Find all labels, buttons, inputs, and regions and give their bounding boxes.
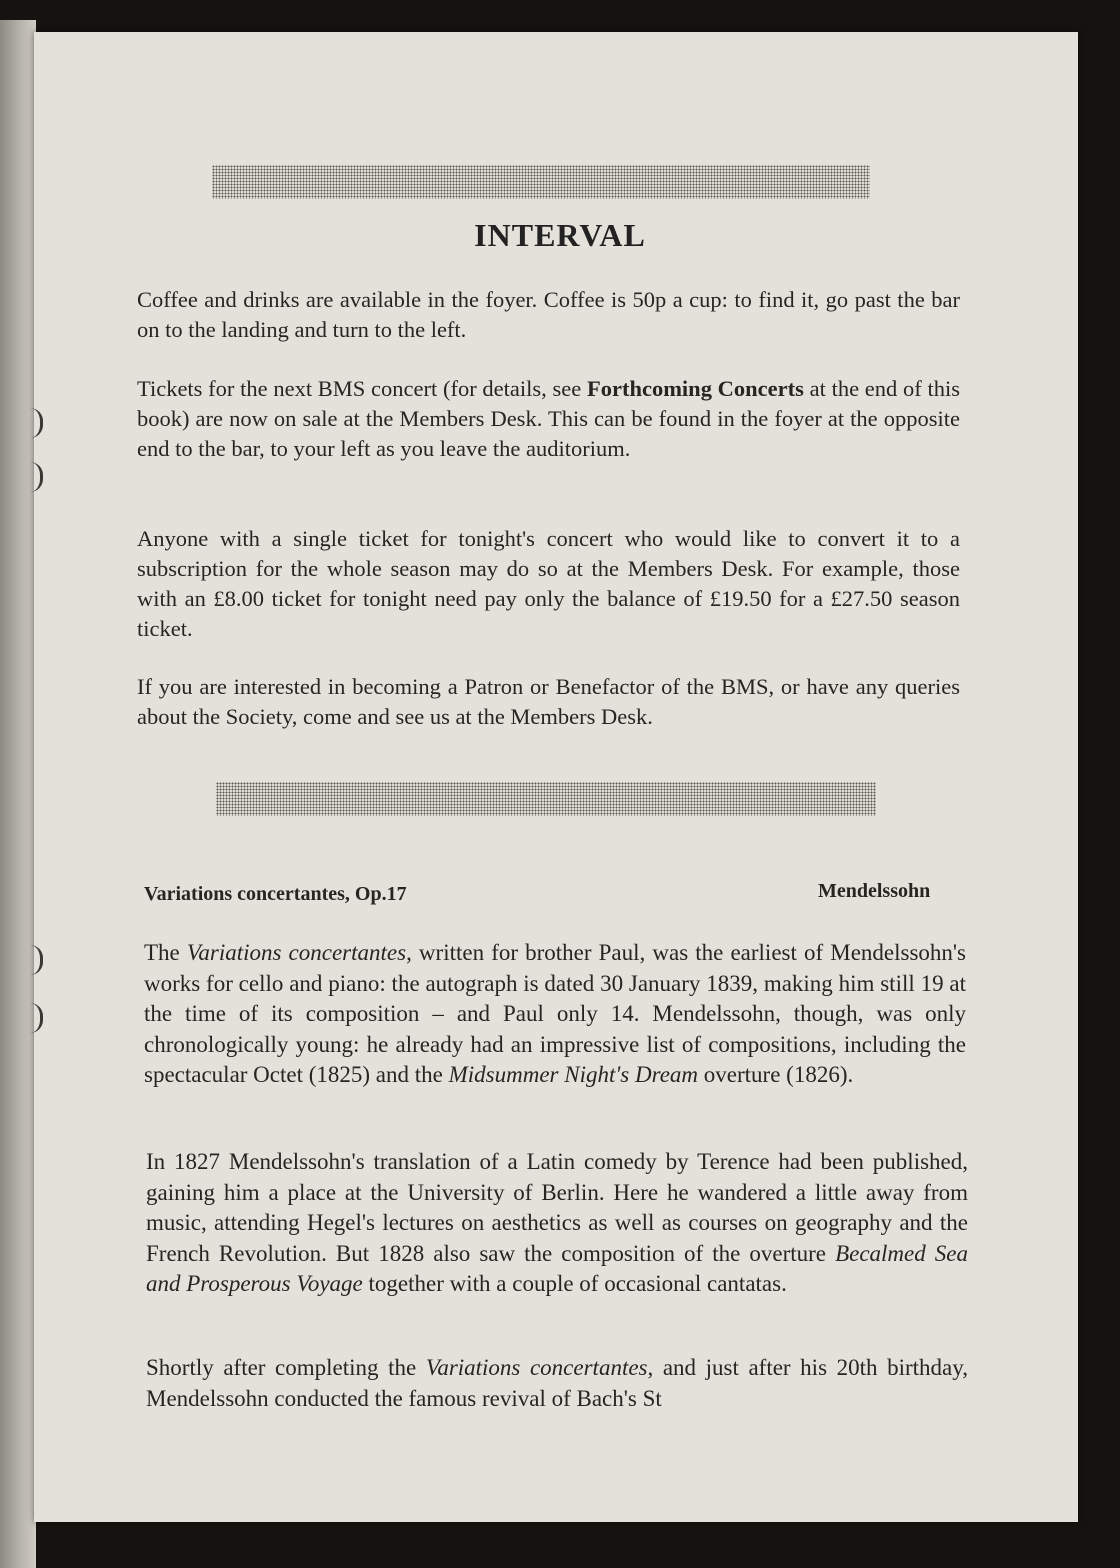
text-span: In 1827 Mendelssohn's translation of a Latin comedy by Terence had been published, gaining him a place at the University of Berlin. Here he wandered a little away from music, attending Hegel's lectures on aesthetics as well as courses on geography and the French Revolution. But 1828 also saw the composition of the overture <box>146 1149 968 1266</box>
text-span: , and just after his 20th birthday, Mendelssohn conducted the famous revival of Bach's St <box>146 1355 969 1411</box>
text-span: , written for brother Paul, was the earliest of Mendelssohn's works for cello and piano: the autograph is dated 30 January 1839, making him still 19 at the time of its composition – and Paul only 14. Mendelssohn, though, was only chronologically young: he already had an impressive list of compositions, including the spectacular Octet (1825) and the <box>144 940 966 1087</box>
composer-name: Mendelssohn <box>818 880 931 902</box>
text-span: Tickets for the next BMS concert (for details, see <box>137 376 587 401</box>
notes-paragraph-1 <box>144 938 966 1091</box>
notes-paragraph-3 <box>146 1353 968 1414</box>
interval-paragraph-coffee: Coffee and drinks are available in the foyer. Coffee is 50p a cup: to find it, go past the bar on to the landing and turn to the left. <box>137 287 960 342</box>
italic-title: Variations concertantes <box>425 1355 648 1380</box>
italic-title: Midsummer Night's Dream <box>448 1062 699 1087</box>
text-span: The <box>144 940 187 965</box>
text-span: Shortly after completing the <box>146 1355 426 1380</box>
interval-paragraph-tickets <box>137 374 960 464</box>
forthcoming-concerts-ref: Forthcoming Concerts <box>586 376 804 401</box>
notes-paragraph-2 <box>146 1147 968 1300</box>
bottom-ornamental-rule <box>216 782 876 816</box>
interval-heading: INTERVAL <box>474 217 646 253</box>
interval-paragraph-subscription: Anyone with a single ticket for tonight's concert who would like to convert it to a subscription for the whole season may do so at the Members Desk. For example, those with an £8.00 ticket for tonight need pay only the balance of £19.50 for a £27.50 season ticket. <box>137 526 960 641</box>
top-ornamental-rule <box>212 165 870 199</box>
work-title: Variations concertantes, Op.17 <box>144 883 407 905</box>
italic-title: Variations concertantes <box>186 940 407 965</box>
text-span: together with a couple of occasional cantatas. <box>362 1271 787 1296</box>
interval-paragraph-patron: If you are interested in becoming a Patron or Benefactor of the BMS, or have any queries about the Society, come and see us at the Members Desk. <box>137 674 960 729</box>
italic-title: Becalmed Sea and Prosperous Voyage <box>146 1240 968 1296</box>
text-span: overture (1826). <box>698 1062 854 1087</box>
text-span: at the end of this book) are now on sale at the Members Desk. This can be found in the foyer at the opposite end to the bar, to your left as you leave the auditorium. <box>137 376 960 461</box>
